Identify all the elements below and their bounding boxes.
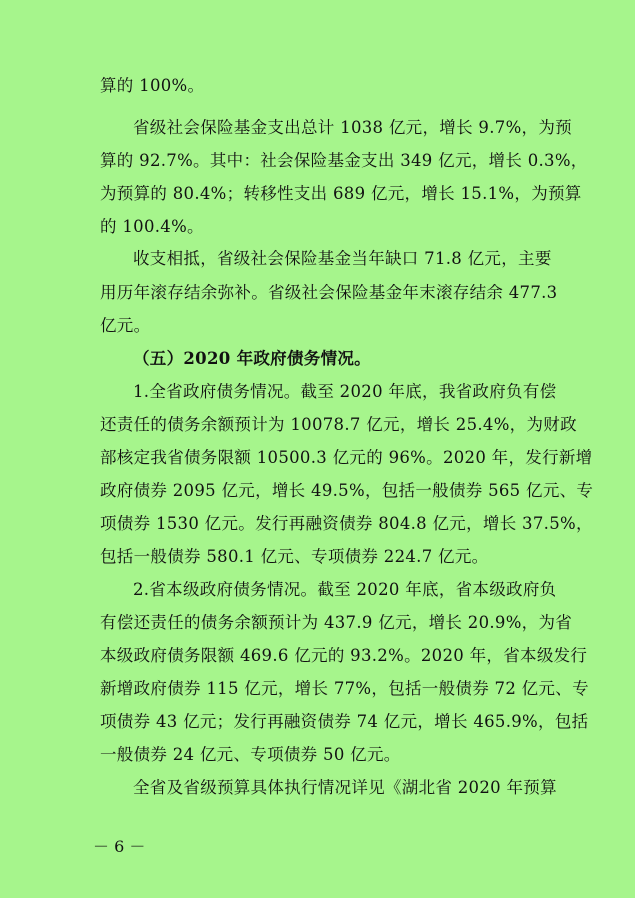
paragraph-line: 1.全省政府债务情况。截至 2020 年底，我省政府负有偿	[133, 382, 557, 401]
paragraph-line: 的 100.4%。	[100, 217, 204, 236]
paragraph-line: 本级政府债务限额 469.6 亿元的 93.2%。2020 年，省本级发行	[100, 646, 588, 665]
paragraph-line: 为预算的 80.4%；转移性支出 689 亿元，增长 15.1%，为预算	[100, 184, 582, 203]
paragraph-line: 一般债券 24 亿元、专项债券 50 亿元。	[100, 745, 401, 764]
paragraph-line: 全省及省级预算具体执行情况详见《湖北省 2020 年预算	[133, 778, 557, 797]
paragraph-line: 项债券 1530 亿元。发行再融资债券 804.8 亿元，增长 37.5%，	[100, 514, 593, 533]
paragraph-line: 还责任的债务余额预计为 10078.7 亿元，增长 25.4%，为财政	[100, 415, 577, 434]
paragraph-line: 省级社会保险基金支出总计 1038 亿元，增长 9.7%，为预	[133, 118, 572, 137]
paragraph-line: 用历年滚存结余弥补。省级社会保险基金年末滚存结余 477.3	[100, 283, 558, 302]
paragraph-line: 新增政府债券 115 亿元，增长 77%，包括一般债券 72 亿元、专	[100, 679, 589, 698]
paragraph-line: 项债券 43 亿元；发行再融资债券 74 亿元，增长 465.9%，包括	[100, 712, 589, 731]
paragraph-line: 收支相抵，省级社会保险基金当年缺口 71.8 亿元，主要	[133, 249, 552, 268]
section-heading: （五）2020 年政府债务情况。	[133, 349, 371, 368]
paragraph-line: 部核定我省债务限额 10500.3 亿元的 96%。2020 年，发行新增	[100, 448, 593, 467]
paragraph-line: 算的 92.7%。其中：社会保险基金支出 349 亿元，增长 0.3%，	[100, 151, 588, 170]
paragraph-line: 政府债券 2095 亿元，增长 49.5%，包括一般债券 565 亿元、专	[100, 481, 594, 500]
paragraph-line: 包括一般债券 580.1 亿元、专项债券 224.7 亿元。	[100, 547, 489, 566]
paragraph-line: 有偿还责任的债务余额预计为 437.9 亿元，增长 20.9%，为省	[100, 613, 573, 632]
paragraph-line: 2.省本级政府债务情况。截至 2020 年底，省本级政府负	[133, 580, 557, 599]
paragraph-line: 算的 100%。	[100, 76, 205, 95]
paragraph-line: 亿元。	[100, 316, 151, 335]
page-number: － 6 －	[93, 837, 146, 856]
